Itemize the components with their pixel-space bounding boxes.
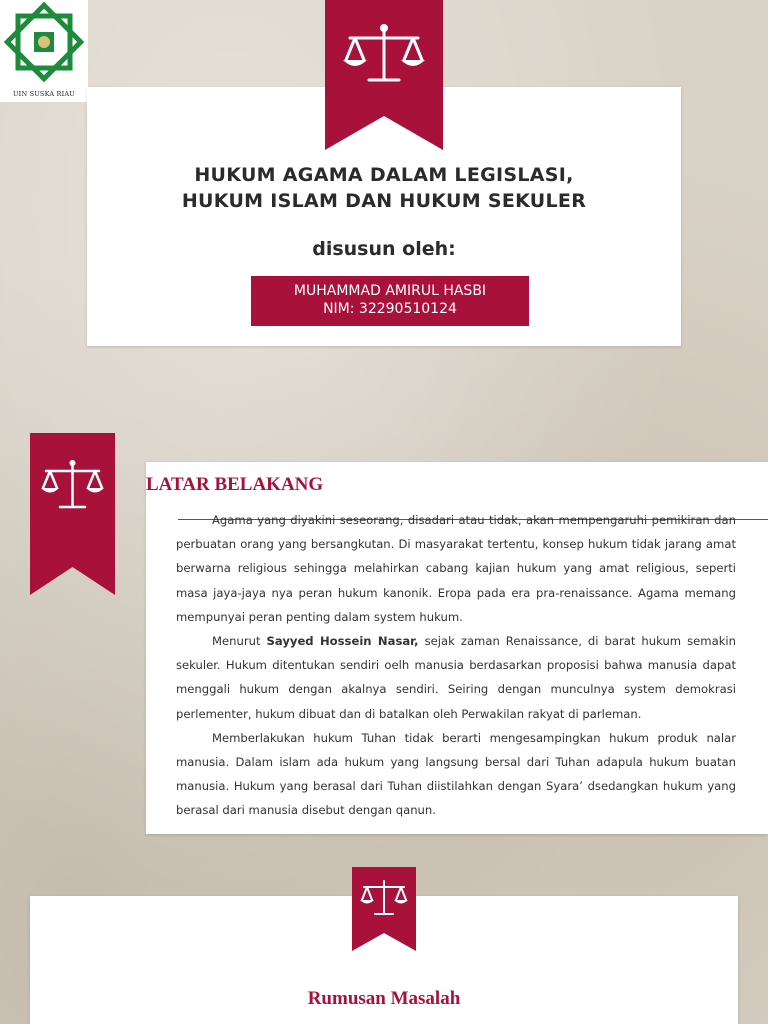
title-ribbon xyxy=(325,0,443,150)
author-box xyxy=(251,276,529,326)
latar-belakang-heading: LATAR BELAKANG xyxy=(146,474,324,495)
cited-author: Sayyed Hossein Nasar, xyxy=(266,634,419,649)
paragraph-2 xyxy=(176,629,736,726)
rumusan-ribbon xyxy=(352,867,416,951)
author-nim: NIM: 32290510124 xyxy=(323,301,457,317)
author-name: MUHAMMAD AMIRUL HASBI xyxy=(293,283,487,299)
logo-caption: UIN SUSKA RIAU xyxy=(13,90,75,98)
rumusan-masalah-heading: Rumusan Masalah xyxy=(307,988,461,1009)
paragraph-2-intro: Menurut xyxy=(212,634,267,649)
latar-ribbon xyxy=(30,433,115,595)
title-line-1: HUKUM AGAMA DALAM LEGISLASI, xyxy=(194,164,574,186)
title-line-2: HUKUM ISLAM DAN HUKUM SEKULER xyxy=(181,190,587,212)
uin-suska-logo-icon xyxy=(4,2,84,82)
latar-belakang-text xyxy=(176,508,736,823)
paragraph-2-body: sejak zaman Renaissance, di barat hukum semakin sekuler. Hukum ditentukan sendiri oelh manusia berdasarkan proposisi bahwa manusia dapat menggali hukum dengan akalnya sendiri. Seiring dengan munculnya system demokrasi perlementer, hukum dibuat dan di batalkan oleh Perwakilan rakyat di parleman. xyxy=(176,634,736,721)
author-label: disusun oleh: xyxy=(312,238,456,260)
university-logo xyxy=(0,0,88,102)
paragraph-3: Memberlakukan hukum Tuhan tidak berarti mengesampingkan hukum produk nalar manusia. Dalam islam ada hukum yang langsung bersal dari Tuhan adapula hukum buatan manusia. Hukum yang berasal dari Tuhan diistilahkan dengan Syara’ dsedangkan hukum yang berasal dari manusia disebut dengan qanun. xyxy=(176,730,736,818)
paragraph-1: Agama yang diyakini seseorang, disadari atau tidak, akan mempengaruhi pemikiran dan perbuatan orang yang bersangkutan. Di masyarakat tertentu, konsep hukum tidak jarang amat berwarna religious sehingga melahirkan cabang kajian hukum yang amat religious, seperti masa jaya-jaya nya peran hukum kanonik. Eropa pada era pra-renaissance. Agama memang mempunyai peran penting dalam system hukum. xyxy=(176,513,736,624)
